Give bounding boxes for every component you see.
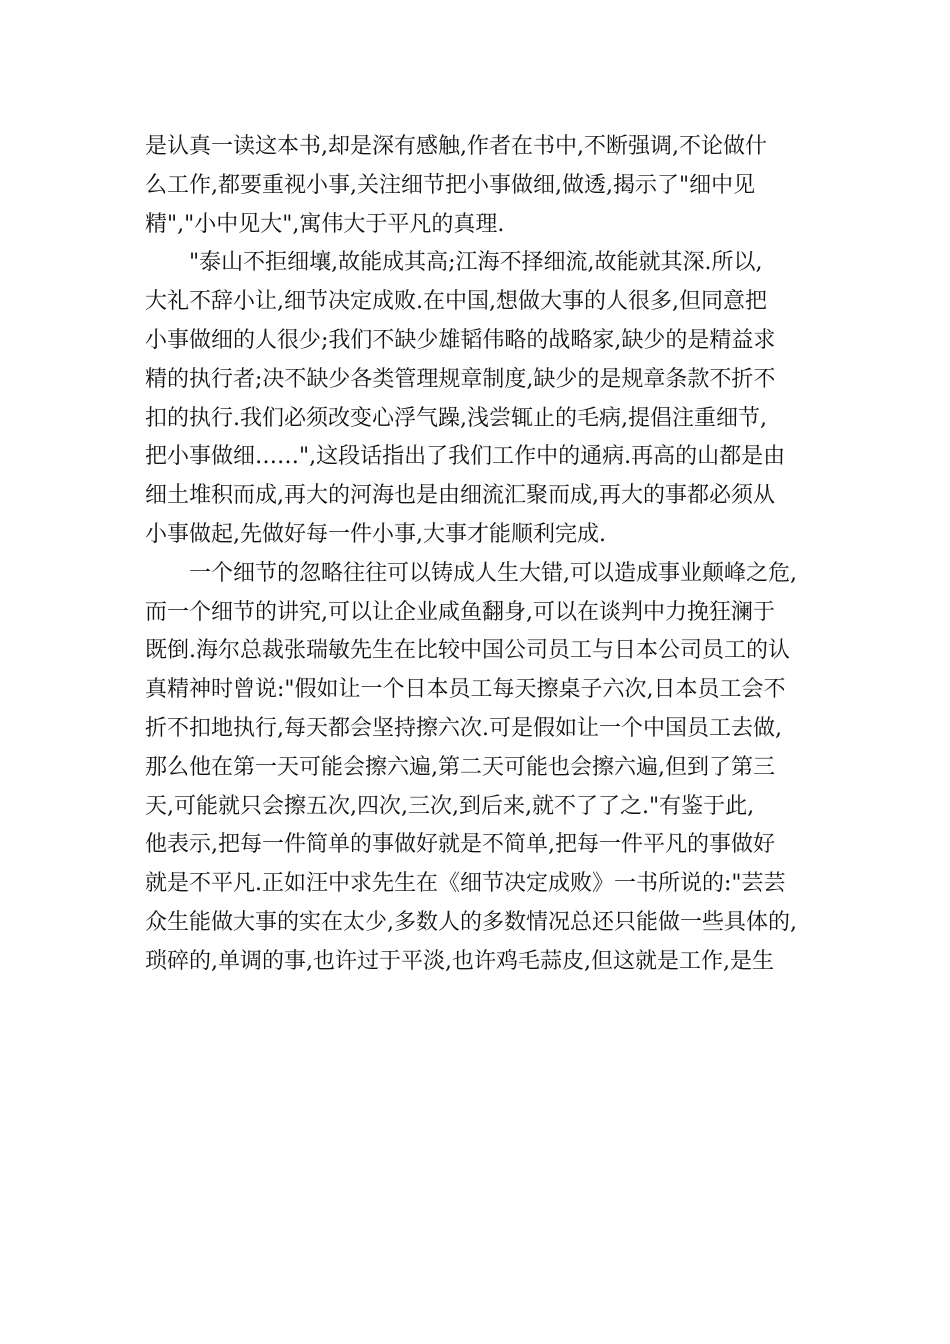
text-line: 折不扣地执行,每天都会坚持擦六次.可是假如让一个中国员工去做,: [145, 715, 782, 741]
text-line: 精的执行者;决不缺少各类管理规章制度,缺少的是规章条款不折不: [145, 366, 776, 392]
text-line: 琐碎的,单调的事,也许过于平淡,也许鸡毛蒜皮,但这就是工作,是生: [145, 948, 774, 974]
text-line: 小事做起,先做好每一件小事,大事才能顺利完成.: [145, 521, 606, 547]
text-line: 大礼不辞小让,细节决定成败.在中国,想做大事的人很多,但同意把: [145, 289, 767, 315]
text-line: 他表示,把每一件简单的事做好就是不简单,把每一件平凡的事做好: [145, 832, 775, 858]
text-line: 把小事做细……",这段话指出了我们工作中的通病.再高的山都是由: [145, 444, 786, 470]
text-line: 真精神时曾说:"假如让一个日本员工每天擦桌子六次,日本员工会不: [145, 677, 786, 703]
text-line: 是认真一读这本书,却是深有感触,作者在书中,不断强调,不论做什: [145, 134, 767, 159]
text-line: 一个细节的忽略往往可以铸成人生大错,可以造成事业颠峰之危,: [145, 560, 797, 586]
text-line: 那么他在第一天可能会擦六遍,第二天可能也会擦六遍,但到了第三: [145, 754, 775, 780]
document-page: [145, 128, 813, 982]
text-line: 精","小中见大",寓伟大于平凡的真理.: [145, 211, 505, 237]
text-line: 既倒.海尔总裁张瑞敏先生在比较中国公司员工与日本公司员工的认: [145, 638, 790, 664]
text-line: 就是不平凡.正如汪中求先生在《细节决定成败》一书所说的:"芸芸: [145, 871, 786, 897]
text-line: 细土堆积而成,再大的河海也是由细流汇聚而成,再大的事都必须从: [145, 483, 775, 509]
text-line: 天,可能就只会擦五次,四次,三次,到后来,就不了了之."有鉴于此,: [145, 793, 755, 819]
text-line: 而一个细节的讲究,可以让企业咸鱼翻身,可以在谈判中力挽狂澜于: [145, 599, 775, 625]
text-line: 扣的执行.我们必须改变心浮气躁,浅尝辄止的毛病,提倡注重细节,: [145, 405, 767, 431]
text-line: 众生能做大事的实在太少,多数人的多数情况总还只能做一些具体的,: [145, 909, 797, 935]
text-line: 么工作,都要重视小事,关注细节把小事做细,做透,揭示了"细中见: [145, 172, 756, 198]
text-line: "泰山不拒细壤,故能成其高;江海不择细流,故能就其深.所以,: [145, 250, 763, 276]
text-line: 小事做细的人很少;我们不缺少雄韬伟略的战略家,缺少的是精益求: [145, 327, 776, 353]
